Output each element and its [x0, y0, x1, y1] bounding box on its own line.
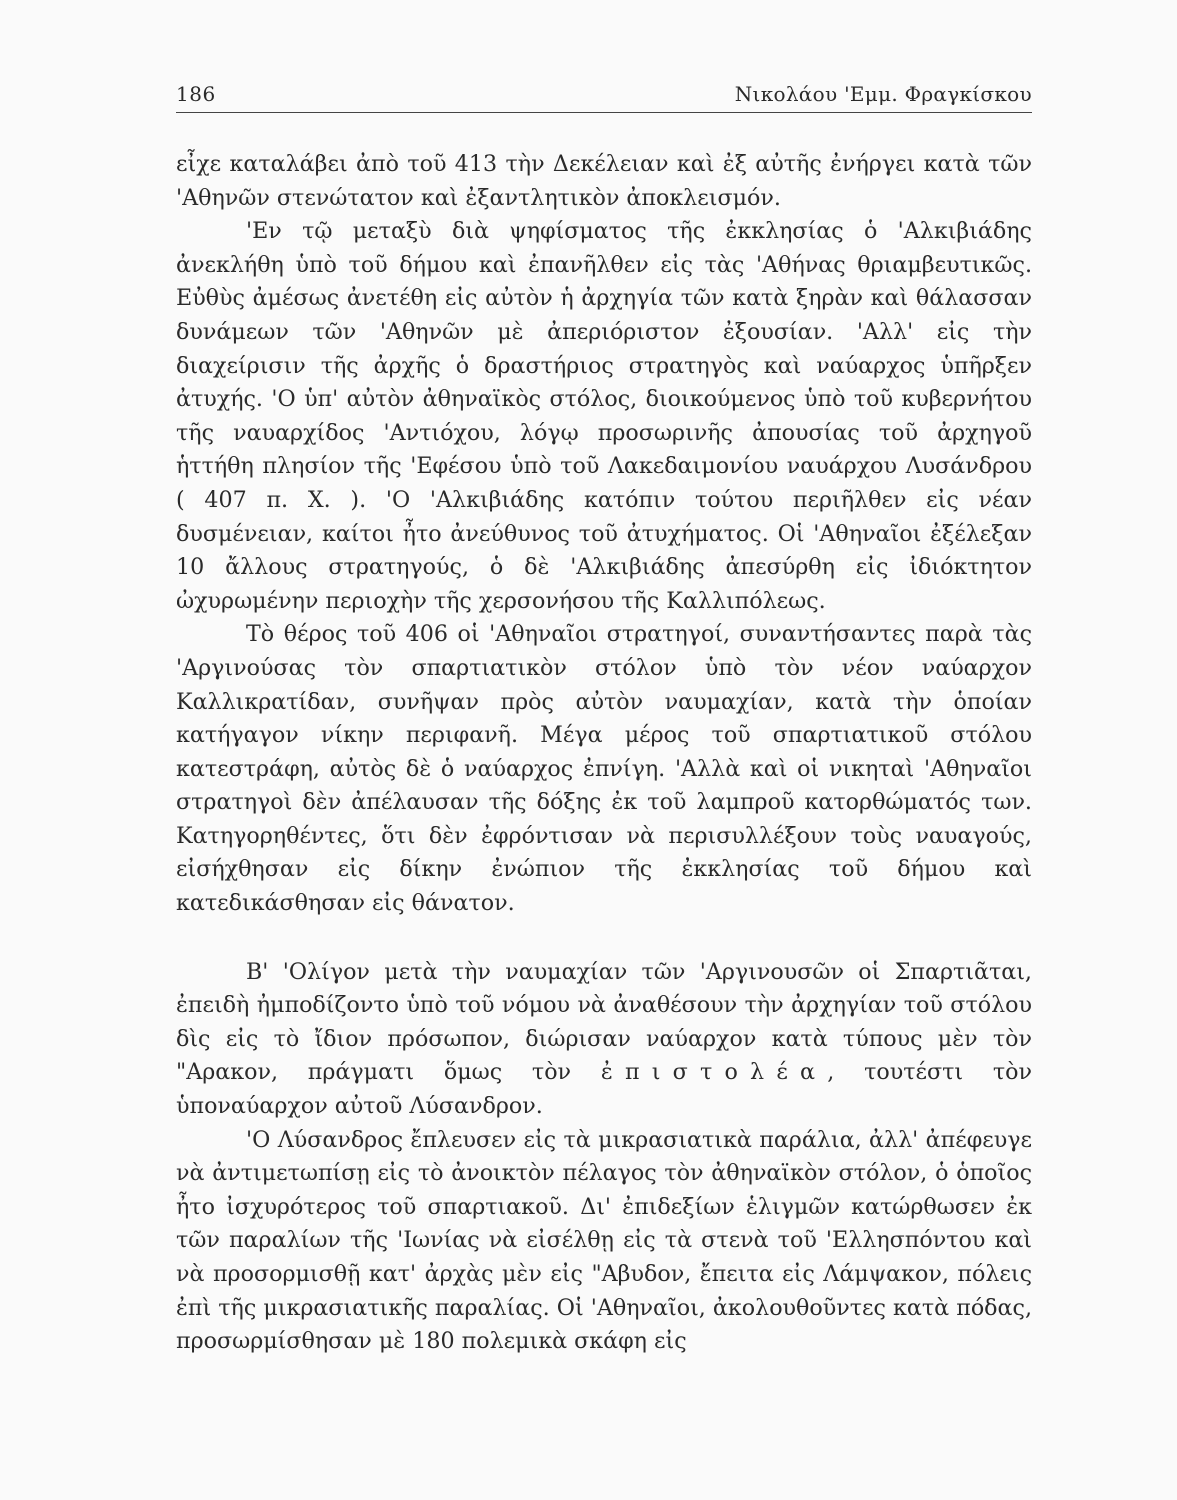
section-break: [176, 921, 1032, 956]
page-body: [176, 148, 1032, 1359]
running-head: Νικολάου 'Εμμ. Φραγκίσκου: [734, 82, 1032, 106]
page-number: 186: [176, 82, 216, 106]
paragraph-lysander: 'Ο Λύσανδρος ἔπλευσεν εἰς τὰ μικρασιατικὰ παράλια, ἀλλ' ἀπέφευγε νὰ ἀντιμετωπίσῃ εἰς τὸ ἀνοικτὸν πέλαγος τὸν ἀθηναϊκὸν στόλον, ὁ ὁποῖος ἦτο ἰσχυρότερος τοῦ σπαρτιακοῦ. Δι' ἐπιδεξίων ἑλιγμῶν κατώρθωσεν ἐκ τῶν παραλίων τῆς 'Ιωνίας νὰ εἰσέλθῃ εἰς τὰ στενὰ τοῦ 'Ελλησπόντου καὶ νὰ προσορμισθῇ κατ' ἀρχὰς μὲν εἰς "Αβυδον, ἔπειτα εἰς Λάμψακον, πόλεις ἐπὶ τῆς μικρασιατικῆς παραλίας. Οἱ 'Αθηναῖοι, ἀκολουθοῦντες κατὰ πόδας, προσωρμίσθησαν μὲ 180 πολεμικὰ σκάφη εἰς: [176, 1126, 1032, 1355]
paragraph-arginusae: Τὸ θέρος τοῦ 406 οἱ 'Αθηναῖοι στρατηγοί, συναντήσαντες παρὰ τὰς 'Αργινούσας τὸν σπαρτιατικὸν στόλον ὑπὸ τὸν νέον ναύαρχον Καλλικρατίδαν, συνῆψαν πρὸς αὐτὸν ναυμαχίαν, κατὰ τὴν ὁποίαν κατήγαγον νίκην περιφανῆ. Μέγα μέρος τοῦ σπαρτιατικοῦ στόλου κατεστράφη, αὐτὸς δὲ ὁ ναύαρχος ἐπνίγη. 'Αλλὰ καὶ οἱ νικηταὶ 'Αθηναῖοι στρατηγοὶ δὲν ἀπέλαυσαν τῆς δόξης ἐκ τοῦ λαμπροῦ κατορθώματός των. Κατηγορηθέντες, ὅτι δὲν ἐφρόντισαν νὰ περισυλλέξουν τοὺς ναυαγούς, εἰσήχθησαν εἰς δίκην ἐνώπιον τῆς ἐκκλησίας τοῦ δήμου καὶ κατεδικάσθησαν εἰς θάνατον.: [176, 621, 1032, 917]
page-header: [176, 82, 1032, 113]
paragraph-continuation: εἶχε καταλάβει ἀπὸ τοῦ 413 τὴν Δεκέλειαν καὶ ἐξ αὐτῆς ἐνήργει κατὰ τῶν 'Αθηνῶν στενώτατον καὶ ἐξαντλητικὸν ἀποκλεισμόν.: [176, 151, 1032, 211]
paragraph-alcibiades: 'Εν τῷ μεταξὺ διὰ ψηφίσματος τῆς ἐκκλησίας ὁ 'Αλκιβιάδης ἀνεκλήθη ὑπὸ τοῦ δήμου καὶ ἐπανῆλθεν εἰς τὰς 'Αθήνας θριαμβευτικῶς. Εὐθὺς ἀμέσως ἀνετέθη εἰς αὐτὸν ἡ ἀρχηγία τῶν κατὰ ξηρὰν καὶ θάλασσαν δυνάμεων τῶν 'Αθηνῶν μὲ ἀπεριόριστον ἐξουσίαν. 'Αλλ' εἰς τὴν διαχείρισιν τῆς ἀρχῆς ὁ δραστήριος στρατηγὸς καὶ ναύαρχος ὑπῆρξεν ἀτυχής. 'Ο ὑπ' αὐτὸν ἀθηναϊκὸς στόλος, διοικούμενος ὑπὸ τοῦ κυβερνήτου τῆς ναυαρχίδος 'Αντιόχου, λόγῳ προσωρινῆς ἀπουσίας τοῦ ἀρχηγοῦ ἡττήθη πλησίον τῆς 'Εφέσου ὑπὸ τοῦ Λακεδαιμονίου ναυάρχου Λυσάνδρου ( 407 π. Χ. ). 'Ο 'Αλκιβιάδης κατόπιν τούτου περιῆλθεν εἰς νέαν δυσμένειαν, καίτοι ἦτο ἀνεύθυνος τοῦ ἀτυχήματος. Οἱ 'Αθηναῖοι ἐξέλεξαν 10 ἄλλους στρατηγούς, ὁ δὲ 'Αλκιβιάδης ἀπεσύρθη εἰς ἰδιόκτητον ὠχυρωμένην περιοχὴν τῆς χερσονήσου τῆς Καλλιπόλεως.: [176, 218, 1032, 614]
paragraph-section-b-text: Β' 'Ολίγον μετὰ τὴν ναυμαχίαν τῶν 'Αργινουσῶν οἱ Σπαρτιᾶται, ἐπειδὴ ἠμποδίζοντο ὑπὸ τοῦ νόμου νὰ ἀναθέσουν τὴν ἀρχηγίαν τοῦ στόλου δὶς εἰς τὸ ἴδιον πρόσωπον, διώρισαν ναύαρχον κατὰ τύπους μὲν τὸν "Αρακον, πράγματι ὅμως τὸν: [176, 958, 1032, 1086]
spaced-word: ἐπιστολέα: [600, 1059, 828, 1086]
paragraph-section-b-tail: , τουτέστι τὸν ὑποναύαρχον αὐτοῦ Λύσανδρον.: [176, 1059, 1032, 1120]
paragraph-section-b: [176, 956, 1032, 1124]
